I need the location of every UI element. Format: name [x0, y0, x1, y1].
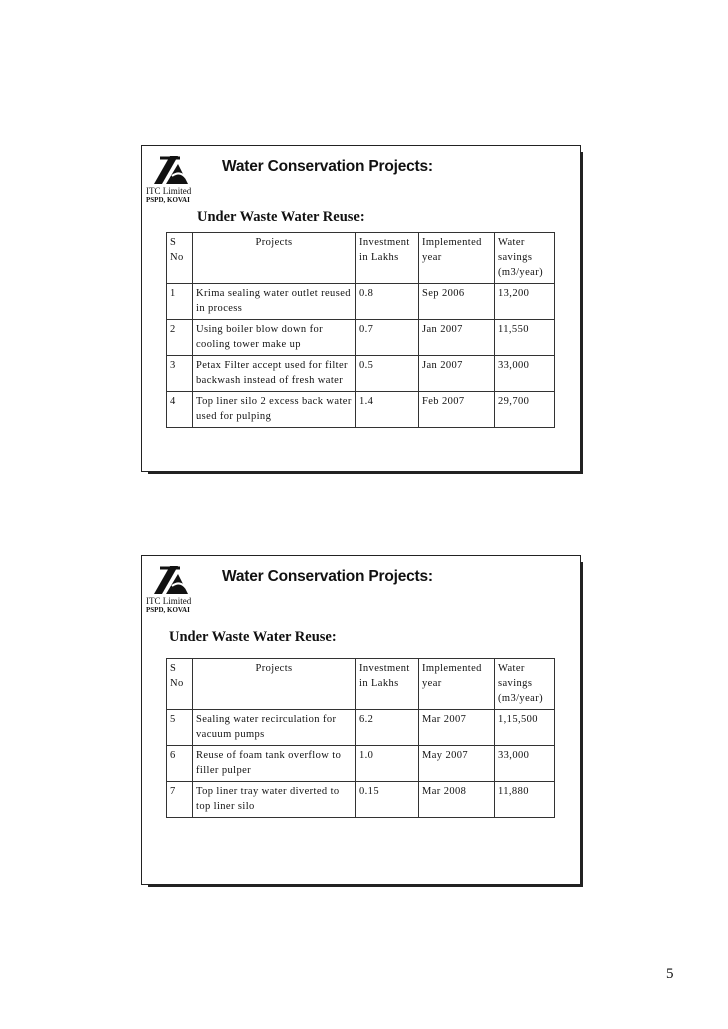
cell-sno: 7 [167, 782, 193, 818]
itc-logo-icon [150, 562, 192, 596]
cell-project: Reuse of foam tank overflow to filler pulper [193, 746, 356, 782]
cell-project: Top liner tray water diverted to top liner silo [193, 782, 356, 818]
slide-2 [141, 555, 581, 885]
header-projects: Projects [193, 233, 356, 284]
cell-project: Top liner silo 2 excess back water used for pulping [193, 392, 356, 428]
cell-investment: 1.0 [356, 746, 419, 782]
cell-savings: 29,700 [495, 392, 555, 428]
table-row [167, 710, 555, 746]
header-sno: S No [167, 659, 193, 710]
table-row [167, 746, 555, 782]
cell-investment: 0.15 [356, 782, 419, 818]
cell-project: Using boiler blow down for cooling tower make up [193, 320, 356, 356]
cell-year: Feb 2007 [419, 392, 495, 428]
cell-project: Sealing water recirculation for vacuum pumps [193, 710, 356, 746]
cell-savings: 1,15,500 [495, 710, 555, 746]
cell-savings: 13,200 [495, 284, 555, 320]
itc-logo [146, 152, 198, 204]
header-investment: Investment in Lakhs [356, 659, 419, 710]
slide-subtitle: Under Waste Water Reuse: [169, 629, 337, 645]
header-savings: Water savings (m3/year) [495, 233, 555, 284]
logo-unit-text: PSPD, KOVAI [146, 196, 190, 204]
cell-savings: 11,880 [495, 782, 555, 818]
cell-sno: 6 [167, 746, 193, 782]
table-row [167, 782, 555, 818]
cell-year: Jan 2007 [419, 320, 495, 356]
cell-savings: 33,000 [495, 746, 555, 782]
slide-subtitle: Under Waste Water Reuse: [197, 209, 365, 225]
cell-investment: 0.8 [356, 284, 419, 320]
table-header-row [167, 233, 555, 284]
header-investment: Investment in Lakhs [356, 233, 419, 284]
cell-savings: 33,000 [495, 356, 555, 392]
itc-logo-icon [150, 152, 192, 186]
slide-title: Water Conservation Projects: [222, 158, 433, 175]
header-implemented: Implemented year [419, 233, 495, 284]
cell-investment: 6.2 [356, 710, 419, 746]
page-number: 5 [666, 966, 674, 982]
cell-sno: 2 [167, 320, 193, 356]
cell-year: Mar 2008 [419, 782, 495, 818]
table-row [167, 392, 555, 428]
cell-investment: 1.4 [356, 392, 419, 428]
cell-sno: 1 [167, 284, 193, 320]
cell-year: May 2007 [419, 746, 495, 782]
cell-project: Petax Filter accept used for filter backwash instead of fresh water [193, 356, 356, 392]
itc-logo [146, 562, 198, 614]
cell-sno: 4 [167, 392, 193, 428]
cell-year: Sep 2006 [419, 284, 495, 320]
logo-brand-text: ITC Limited [146, 186, 192, 196]
cell-savings: 11,550 [495, 320, 555, 356]
table-row [167, 356, 555, 392]
header-savings: Water savings (m3/year) [495, 659, 555, 710]
cell-sno: 3 [167, 356, 193, 392]
cell-project: Krima sealing water outlet reused in process [193, 284, 356, 320]
cell-year: Jan 2007 [419, 356, 495, 392]
table-row [167, 284, 555, 320]
projects-table [166, 232, 555, 428]
header-sno: S No [167, 233, 193, 284]
cell-sno: 5 [167, 710, 193, 746]
cell-year: Mar 2007 [419, 710, 495, 746]
table-header-row [167, 659, 555, 710]
header-projects: Projects [193, 659, 356, 710]
slide-1 [141, 145, 581, 472]
table-row [167, 320, 555, 356]
logo-unit-text: PSPD, KOVAI [146, 606, 190, 614]
slide-title: Water Conservation Projects: [222, 568, 433, 585]
projects-table [166, 658, 555, 818]
logo-brand-text: ITC Limited [146, 596, 192, 606]
cell-investment: 0.7 [356, 320, 419, 356]
cell-investment: 0.5 [356, 356, 419, 392]
header-implemented: Implemented year [419, 659, 495, 710]
